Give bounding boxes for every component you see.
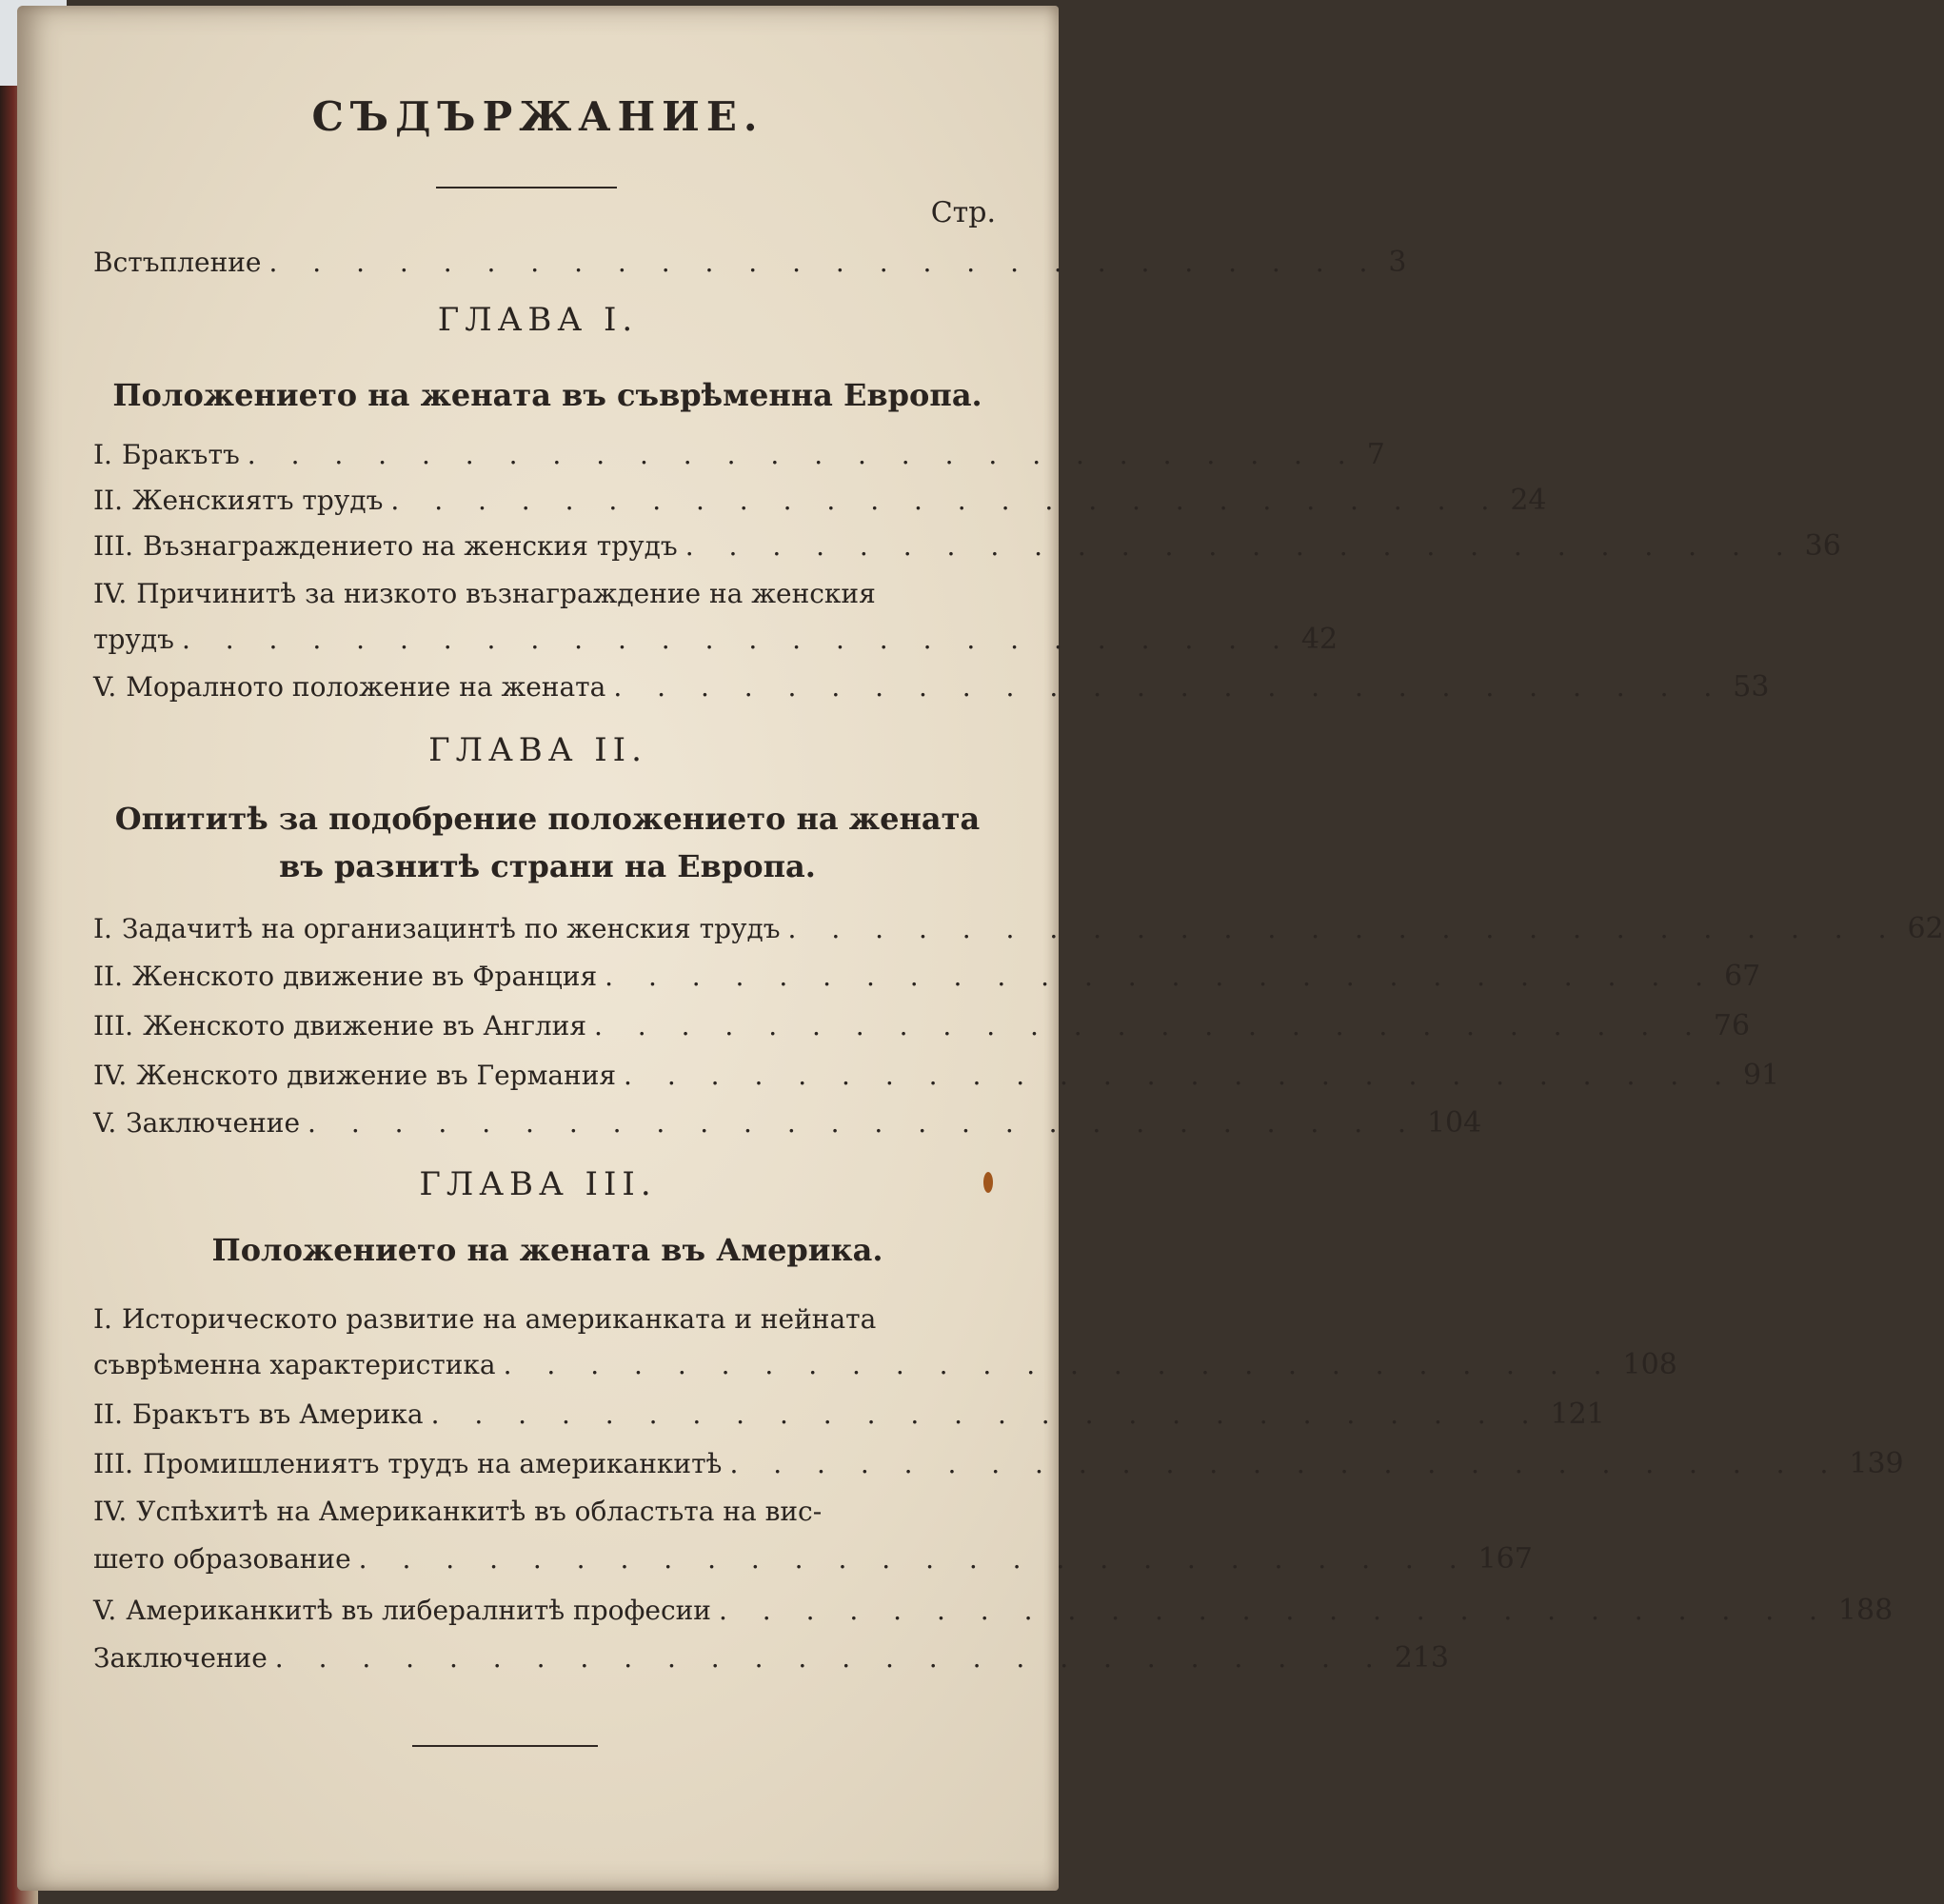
entry-page: 167 — [1478, 1542, 1533, 1576]
toc-entry — [93, 527, 1841, 565]
entry-text: Женското движение въ Англия — [143, 1010, 586, 1041]
dot-leader: . . . . . . . . . . . . . . . . . . . . . . . . . . — [613, 671, 1726, 703]
entry-number: V. — [93, 1595, 117, 1626]
entry-text: трудъ — [93, 624, 174, 655]
toc-entry-continuation — [93, 1346, 1677, 1384]
entry-number: V. — [93, 671, 117, 703]
entry-number: IV. — [93, 578, 128, 609]
entry-page: 188 — [1837, 1594, 1894, 1627]
entry-text: Встъпление — [93, 247, 262, 278]
toc-entry — [93, 668, 1770, 706]
toc-entry — [93, 910, 1944, 948]
chapter-label: ГЛАВА III. — [419, 1165, 657, 1203]
entry-text: Причинитѣ за низкото възнаграждение на женския — [136, 578, 876, 609]
book-page — [17, 6, 1944, 1891]
chapter-heading: Положението на жената въ Америка. — [211, 1232, 883, 1268]
entry-text: Женскиятъ трудъ — [132, 485, 384, 516]
entry-text: Моралното положение на жената — [126, 671, 606, 703]
entry-page: 7 — [1366, 438, 1385, 471]
chapter-heading: въ разнитѣ страни на Европа. — [279, 848, 816, 884]
dot-leader: . . . . . . . . . . . . . . . . . . . . . . . . . . — [430, 1398, 1543, 1430]
entry-text: Заключение — [93, 1642, 268, 1674]
toc-entry — [93, 1104, 1482, 1142]
bottom-rule — [412, 1745, 598, 1747]
toc-entry — [93, 482, 1547, 520]
entry-number: III. — [93, 530, 134, 562]
dot-leader: . . . . . . . . . . . . . . . . . . . . . . . . . . — [358, 1543, 1471, 1575]
chapter-label: ГЛАВА II. — [428, 731, 647, 769]
entry-text: Женското движение въ Германия — [136, 1060, 617, 1091]
dot-leader: . . . . . . . . . . . . . . . . . . . . . . . . . . — [390, 485, 1503, 516]
entry-page: 67 — [1724, 960, 1761, 993]
toc-entry — [93, 1396, 1605, 1434]
entry-number: IV. — [93, 1496, 128, 1527]
entry-text: Промишлениятъ трудъ на американкитѣ — [143, 1448, 723, 1479]
entry-page: 76 — [1713, 1009, 1751, 1042]
dot-leader: . . . . . . . . . . . . . . . . . . . . . . . . . . — [605, 961, 1717, 992]
entry-page: 24 — [1510, 484, 1547, 517]
entry-number: V. — [93, 1107, 117, 1139]
chapter-heading: Опититѣ за подобрение положението на жената — [114, 801, 981, 837]
entry-text: Бракътъ — [121, 439, 240, 470]
entry-number: I. — [93, 913, 112, 944]
page-title: СЪДЪРЖАНИЕ. — [311, 93, 764, 140]
entry-text: Бракътъ въ Америка — [132, 1398, 424, 1430]
entry-page: 53 — [1733, 670, 1770, 704]
dot-leader: . . . . . . . . . . . . . . . . . . . . . . . . . . — [718, 1595, 1831, 1626]
entry-page: 213 — [1394, 1641, 1449, 1675]
toc-entry-continuation — [93, 1540, 1533, 1578]
entry-page: 91 — [1742, 1059, 1780, 1092]
toc-entry-intro — [93, 244, 1407, 282]
toc-entry-continuation — [93, 621, 1339, 659]
dot-leader: . . . . . . . . . . . . . . . . . . . . . . . . . . — [594, 1010, 1706, 1041]
toc-entry — [93, 1057, 1780, 1095]
entry-number: I. — [93, 439, 112, 470]
entry-text: Заключение — [126, 1107, 301, 1139]
toc-entry — [93, 1007, 1751, 1045]
entry-page: 36 — [1804, 529, 1841, 563]
entry-text: Успѣхитѣ на Американкитѣ въ областьта на вис- — [136, 1496, 823, 1527]
page-column-label: Стр. — [930, 196, 996, 229]
dot-leader: . . . . . . . . . . . . . . . . . . . . . . . . . . — [181, 624, 1294, 655]
entry-number: II. — [93, 1398, 124, 1430]
entry-text: Американкитѣ въ либералнитѣ професии — [126, 1595, 711, 1626]
toc-entry — [93, 958, 1761, 996]
toc-entry — [93, 436, 1385, 474]
entry-text: Възнаграждението на женския трудъ — [143, 530, 678, 562]
title-rule — [436, 187, 617, 188]
toc-entry — [93, 1592, 1894, 1630]
entry-text: съврѣменна характеристика — [93, 1349, 496, 1380]
entry-text: Историческото развитие на американката и нейната — [121, 1303, 877, 1335]
entry-text: Женското движение въ Франция — [132, 961, 598, 992]
entry-number: I. — [93, 1303, 112, 1335]
entry-page: 108 — [1622, 1348, 1677, 1381]
entry-page: 62 — [1907, 912, 1944, 945]
entry-text: Задачитѣ на организацинтѣ по женския трудъ — [121, 913, 781, 944]
dot-leader: . . . . . . . . . . . . . . . . . . . . . . . . . . — [274, 1642, 1387, 1674]
toc-entry — [93, 1445, 1904, 1483]
dot-leader: . . . . . . . . . . . . . . . . . . . . . . . . . . — [307, 1107, 1419, 1139]
entry-number: III. — [93, 1010, 134, 1041]
entry-number: II. — [93, 485, 124, 516]
chapter-label: ГЛАВА I. — [437, 301, 639, 339]
dot-leader: . . . . . . . . . . . . . . . . . . . . . . . . . . — [247, 439, 1359, 470]
toc-entry — [93, 575, 1000, 613]
entry-page: 121 — [1550, 1398, 1605, 1431]
entry-text: шето образование — [93, 1543, 351, 1575]
dot-leader: . . . . . . . . . . . . . . . . . . . . . . . . . . — [787, 913, 1900, 944]
entry-page: 3 — [1388, 246, 1407, 279]
toc-entry-conclusion — [93, 1639, 1449, 1677]
dot-leader: . . . . . . . . . . . . . . . . . . . . . . . . . . — [729, 1448, 1842, 1479]
dot-leader: . . . . . . . . . . . . . . . . . . . . . . . . . . — [503, 1349, 1616, 1380]
dot-leader: . . . . . . . . . . . . . . . . . . . . . . . . . . — [624, 1060, 1736, 1091]
dot-leader: . . . . . . . . . . . . . . . . . . . . . . . . . . — [268, 247, 1381, 278]
entry-page: 104 — [1426, 1106, 1482, 1140]
entry-number: II. — [93, 961, 124, 992]
entry-number: IV. — [93, 1060, 128, 1091]
toc-entry — [93, 1493, 1000, 1531]
dot-leader: . . . . . . . . . . . . . . . . . . . . . . . . . . — [684, 530, 1797, 562]
entry-page: 139 — [1849, 1447, 1904, 1480]
chapter-heading: Положението на жената въ съврѣменна Европа. — [112, 377, 982, 413]
entry-number: III. — [93, 1448, 134, 1479]
entry-page: 42 — [1300, 623, 1339, 656]
toc-entry — [93, 1300, 1000, 1339]
